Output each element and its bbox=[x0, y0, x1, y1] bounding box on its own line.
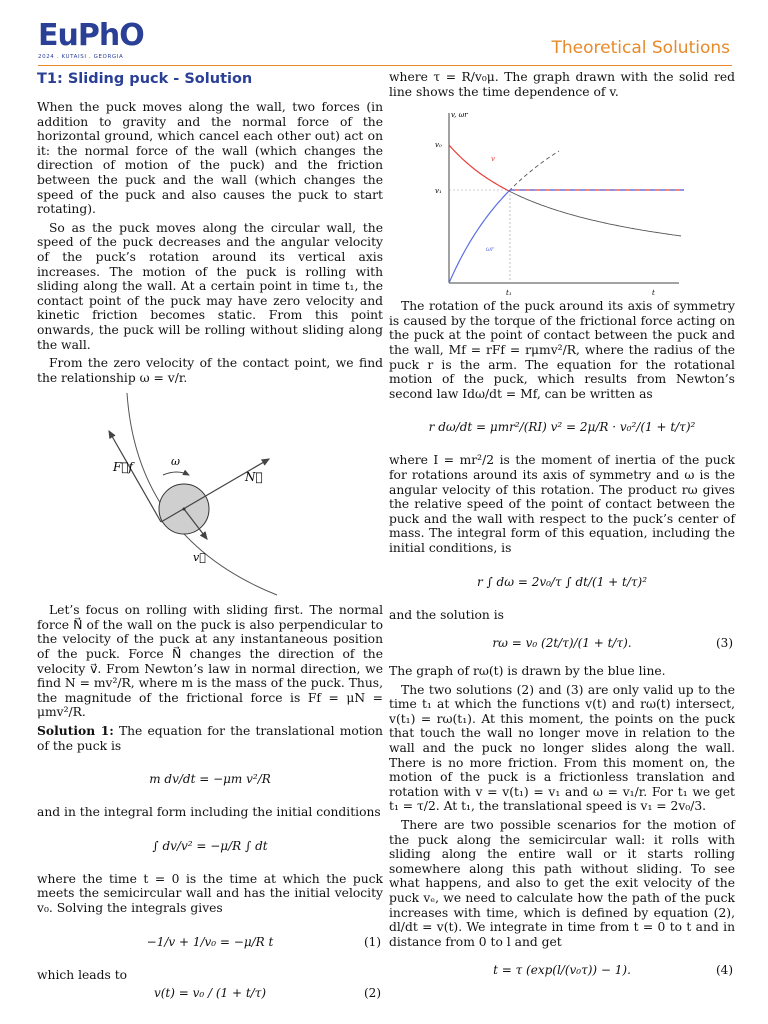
paragraph bbox=[37, 724, 383, 753]
paragraph-text: The equation for the translational motion of the puck is bbox=[37, 724, 383, 753]
equation: r dω/dt = μmr²/(RI) v² = 2μ/R · v₀²/(1 + t/τ)² bbox=[428, 420, 696, 435]
omega-arrow bbox=[163, 472, 189, 475]
paragraph: From the zero velocity of the contact point, we find the relationship ω = v/r. bbox=[37, 356, 383, 385]
equation-text: −1/v + 1/v₀ = −μ/R t bbox=[146, 934, 274, 949]
paragraph: and in the integral form including the initial conditions bbox=[37, 805, 381, 820]
extrapolation-curve bbox=[509, 151, 559, 191]
left-column bbox=[37, 70, 383, 1014]
solution-label: Solution 1: bbox=[37, 723, 114, 739]
equation-text: t = τ (exp(l/(v₀τ)) − 1). bbox=[493, 963, 631, 978]
eupho-logo bbox=[38, 20, 144, 65]
series-label-v: v bbox=[491, 155, 495, 164]
equation-3 bbox=[389, 628, 735, 658]
paragraph: where the time t = 0 is the time at which the puck meets the semicircular wall and has the initial velocity v₀. Solving the integrals gives bbox=[37, 871, 383, 915]
series-label-wr: ωr bbox=[486, 246, 494, 254]
paragraph: When the puck moves along the wall, two forces (in addition to gravity and the normal force of the horizontal ground, which cancel each other out) act on it: the normal force of the wall (which changes the direction of motion of the puck) and the friction between the puck and the wall (which changes the speed of the puck and also causes the puck to start rotating). bbox=[37, 100, 383, 217]
velocity-graph-svg bbox=[389, 103, 735, 299]
tick-v1: v₁ bbox=[435, 187, 442, 196]
paragraph: The two solutions (2) and (3) are only valid up to the time t₁ at which the functions v(t) and rω(t) intersect, v(t₁) = rω(t₁). At this moment, the points on the puck that touch the wall no longer move in relation to the wall and the puck no longer slides along the wall. There is no more friction. From this moment on, the motion of the puck is a frictionless translation and rotation with v = v(t₁) = v₁ and ω = v₁/r. For t₁ we get t₁ = τ/2. At t₁, the translational speed is v₁ = 2v₀/3. bbox=[389, 682, 735, 814]
tick-t: t bbox=[652, 289, 655, 298]
equation-number: (1) bbox=[364, 934, 381, 949]
equation-1 bbox=[37, 922, 383, 962]
paragraph: Let’s focus on rolling with sliding first. The normal force N⃗ of the wall on the puck is also perpendicular to the velocity of the puck at any instantaneous position of the puck. Force N⃗ changes the direction of the velocity v⃗. From Newton’s law in normal direction, we find N = mv²/R, where m is the mass of the puck. Thus, the magnitude of the frictional force is Ff = μN = μmv²/R. bbox=[37, 603, 383, 720]
equation-text: v(t) = v₀ / (1 + t/τ) bbox=[153, 986, 267, 1001]
logo-text: EuPh bbox=[38, 18, 120, 53]
tick-v0: v₀ bbox=[435, 141, 442, 150]
equation-number: (4) bbox=[716, 963, 733, 978]
tick-t1: t₁ bbox=[506, 289, 512, 298]
paragraph: and the solution is bbox=[389, 607, 504, 622]
section-title: T1: Sliding puck - Solution bbox=[37, 71, 253, 87]
paragraph: The rotation of the puck around its axis of symmetry is caused by the torque of the frictional force acting on the puck at the point of contact between the puck and the wall, Mf = rFf = rμmv²/R, where the radius of the puck r is the arm. The equation for the rotational motion of the puck, which results from Newton’s second law Idω/dt = Mf, can be written as bbox=[389, 299, 735, 401]
header-rule bbox=[38, 65, 732, 66]
n-label: N⃗ bbox=[245, 470, 263, 485]
page-header bbox=[0, 0, 768, 66]
equation: m dv/dt = −μm v²/R bbox=[149, 772, 271, 787]
puck-diagram bbox=[37, 389, 383, 603]
document-type: Theoretical Solutions bbox=[551, 38, 730, 58]
omega-label: ω bbox=[171, 455, 180, 469]
paragraph: So as the puck moves along the circular wall, the speed of the puck decreases and the angular velocity of the puck’s rotation around its vertical axis increases. The motion of the puck is rolling with sliding along the wall. At a certain point in time t₁, the contact point of the puck may have zero velocity and kinetic friction becomes static. From this point onwards, the puck will be rolling without sliding along the wall. bbox=[37, 220, 383, 352]
right-column bbox=[389, 70, 735, 991]
series-v-line bbox=[449, 145, 509, 191]
series-wr-line bbox=[449, 191, 509, 283]
equation-text: rω = v₀ (2t/τ)/(1 + t/τ). bbox=[492, 636, 632, 651]
decay-curve bbox=[509, 191, 681, 236]
logo-subtitle: 2024 . KUTAISI . GEORGIA bbox=[38, 54, 124, 60]
equation-2 bbox=[37, 978, 383, 1008]
puck-diagram-svg bbox=[37, 389, 383, 603]
equation-number: (2) bbox=[364, 986, 381, 1001]
equation: r ∫ dω = 2v₀/τ ∫ dt/(1 + t/τ)² bbox=[476, 574, 648, 589]
paragraph: where I = mr²/2 is the moment of inertia of the puck for rotations around its axis of symmetry and ω is the angular velocity of this rotation. The product rω gives the relative speed of the point of contact between the puck and the wall with respect to the puck’s center of mass. The integral form of this equation, including the initial conditions, is bbox=[389, 453, 735, 555]
equation-4 bbox=[389, 955, 735, 985]
paragraph: where τ = R/v₀μ. The graph drawn with the solid red line shows the time dependence of v. bbox=[389, 70, 735, 99]
paragraph: The graph of rω(t) is drawn by the blue line. bbox=[389, 664, 666, 679]
y-axis-label: v, ωr bbox=[451, 111, 468, 120]
puck-center bbox=[183, 508, 186, 511]
ff-label: F⃗f bbox=[113, 460, 133, 475]
paragraph: which leads to bbox=[37, 967, 128, 982]
paragraph: There are two possible scenarios for the motion of the puck along the semicircular wall: it rolls with sliding along the entire wall or it starts rolling somewhere along this path without sliding. To see what happens, and also to get the exit velocity of the puck vₑ, we need to calculate how the path of the puck increases with time, which is defined by equation (2), dl/dt = v(t). We integrate in time from t = 0 to t and in distance from 0 to l and get bbox=[389, 818, 735, 949]
equation-number: (3) bbox=[716, 636, 733, 651]
v-label: v⃗ bbox=[193, 551, 206, 565]
logo-o-letter: O bbox=[119, 18, 144, 53]
equation: ∫ dv/v² = −μ/R ∫ dt bbox=[152, 838, 268, 853]
velocity-graph bbox=[389, 103, 735, 299]
